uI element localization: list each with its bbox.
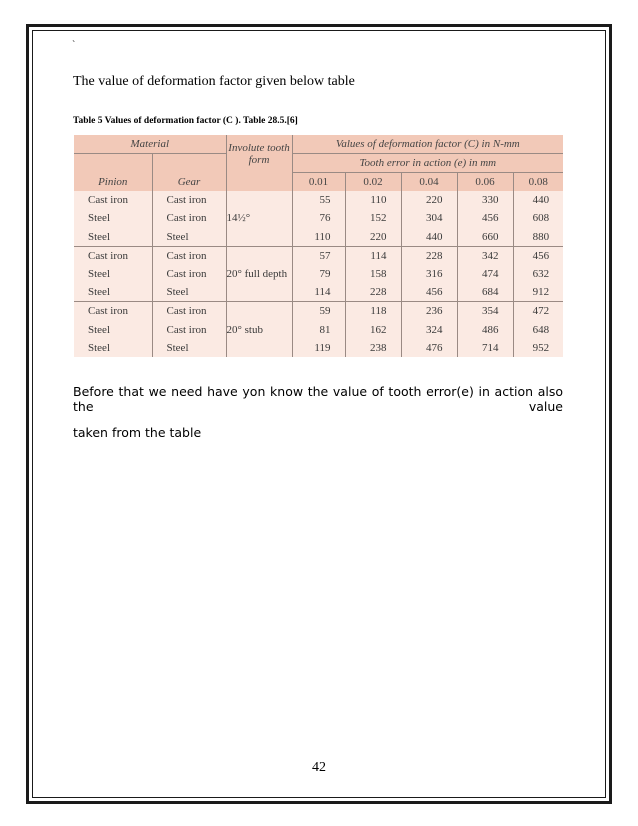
header-involute-tooth-form: Involute tooth form bbox=[226, 135, 292, 173]
value-cell: 608 bbox=[532, 212, 550, 225]
pinion-cell: Steel bbox=[74, 227, 152, 246]
table-row bbox=[74, 227, 563, 246]
table-row bbox=[74, 191, 563, 209]
table-row bbox=[74, 209, 563, 227]
body-paragraph-line-2: taken from the table bbox=[73, 425, 202, 440]
value-cell: 342 bbox=[457, 246, 513, 265]
value-cell: 114 bbox=[345, 246, 401, 265]
gear-cell: Steel bbox=[152, 227, 226, 246]
value-cell: 632 bbox=[532, 267, 550, 280]
table-row bbox=[74, 246, 563, 265]
value-cell: 324 bbox=[401, 321, 457, 339]
gear-cell: Cast iron bbox=[152, 321, 226, 339]
intro-text: The value of deformation factor given below table bbox=[73, 74, 355, 89]
pinion-cell: Steel bbox=[74, 283, 152, 302]
gear-cell: Steel bbox=[152, 283, 226, 302]
table-row bbox=[74, 283, 563, 302]
header-error-1: 0.02 bbox=[345, 173, 401, 192]
value-cell: 238 bbox=[345, 339, 401, 357]
value-cell: 330 bbox=[457, 191, 513, 209]
header-material: Material bbox=[74, 135, 226, 154]
tooth-form-cell: 20° full depth bbox=[226, 246, 292, 302]
value-cell: 220 bbox=[345, 227, 401, 246]
gear-cell: Steel bbox=[152, 339, 226, 357]
value-cell: 880 bbox=[532, 230, 550, 243]
value-cell: 110 bbox=[292, 227, 345, 246]
value-cell: 952 bbox=[532, 341, 550, 354]
table-row bbox=[74, 321, 563, 339]
value-cell: 119 bbox=[292, 339, 345, 357]
value-cell: 684 bbox=[457, 283, 513, 302]
header-gear: Gear bbox=[152, 154, 226, 192]
value-cell: 354 bbox=[457, 302, 513, 321]
value-cell: 648 bbox=[532, 323, 550, 336]
header-pinion: Pinion bbox=[74, 154, 152, 192]
pinion-cell: Cast iron bbox=[74, 191, 152, 209]
table-row bbox=[74, 339, 563, 357]
value-cell: 57 bbox=[292, 246, 345, 265]
value-cell: 456 bbox=[457, 209, 513, 227]
body-paragraph-line-1: Before that we need have yon know the value of tooth error(e) in action also the value bbox=[73, 384, 563, 414]
value-cell: 440 bbox=[532, 194, 550, 207]
stray-mark: ` bbox=[72, 40, 76, 51]
value-cell: 472 bbox=[513, 302, 563, 321]
header-values: Values of deformation factor (C) in N-mm bbox=[292, 135, 563, 154]
value-cell: 228 bbox=[345, 283, 401, 302]
pinion-cell: Steel bbox=[74, 339, 152, 357]
value-cell: 228 bbox=[401, 246, 457, 265]
value-cell: 114 bbox=[292, 283, 345, 302]
gear-cell: Cast iron bbox=[152, 265, 226, 283]
value-cell: 158 bbox=[345, 265, 401, 283]
value-cell: 456 bbox=[401, 283, 457, 302]
pinion-cell: Cast iron bbox=[74, 246, 152, 265]
value-cell: 236 bbox=[401, 302, 457, 321]
pinion-cell: Steel bbox=[74, 265, 152, 283]
value-cell: 474 bbox=[457, 265, 513, 283]
pinion-cell: Cast iron bbox=[74, 302, 152, 321]
value-cell: 81 bbox=[292, 321, 345, 339]
value-cell: 55 bbox=[292, 191, 345, 209]
value-cell: 440 bbox=[401, 227, 457, 246]
value-cell: 912 bbox=[532, 286, 550, 299]
table-row bbox=[74, 302, 563, 321]
value-cell: 152 bbox=[345, 209, 401, 227]
table-caption: Table 5 Values of deformation factor (C ). Table 28.5.[6] bbox=[73, 116, 298, 126]
value-cell: 316 bbox=[401, 265, 457, 283]
value-cell: 486 bbox=[457, 321, 513, 339]
pinion-cell: Steel bbox=[74, 321, 152, 339]
gear-cell: Cast iron bbox=[152, 209, 226, 227]
value-cell: 456 bbox=[513, 246, 563, 265]
value-cell: 118 bbox=[345, 302, 401, 321]
value-cell: 304 bbox=[401, 209, 457, 227]
value-cell: 714 bbox=[457, 339, 513, 357]
value-cell: 476 bbox=[401, 339, 457, 357]
value-cell: 59 bbox=[292, 302, 345, 321]
value-cell: 220 bbox=[401, 191, 457, 209]
pinion-cell: Steel bbox=[74, 209, 152, 227]
header-error-2: 0.04 bbox=[401, 173, 457, 192]
header-error-3: 0.06 bbox=[457, 173, 513, 192]
gear-cell: Cast iron bbox=[152, 302, 226, 321]
value-cell: 79 bbox=[292, 265, 345, 283]
gear-cell: Cast iron bbox=[152, 191, 226, 209]
header-error-4: 0.08 bbox=[513, 173, 563, 192]
tooth-form-cell: 20° stub bbox=[226, 302, 292, 357]
header-error-0: 0.01 bbox=[292, 173, 345, 192]
tooth-form-cell: 14½° bbox=[226, 191, 292, 246]
value-cell: 162 bbox=[345, 321, 401, 339]
value-cell: 76 bbox=[292, 209, 345, 227]
deformation-factor-table bbox=[74, 135, 563, 357]
table-row bbox=[74, 265, 563, 283]
header-tooth-error: Tooth error in action (e) in mm bbox=[292, 154, 563, 173]
page-number: 42 bbox=[312, 760, 326, 775]
gear-cell: Cast iron bbox=[152, 246, 226, 265]
value-cell: 110 bbox=[345, 191, 401, 209]
value-cell: 660 bbox=[457, 227, 513, 246]
